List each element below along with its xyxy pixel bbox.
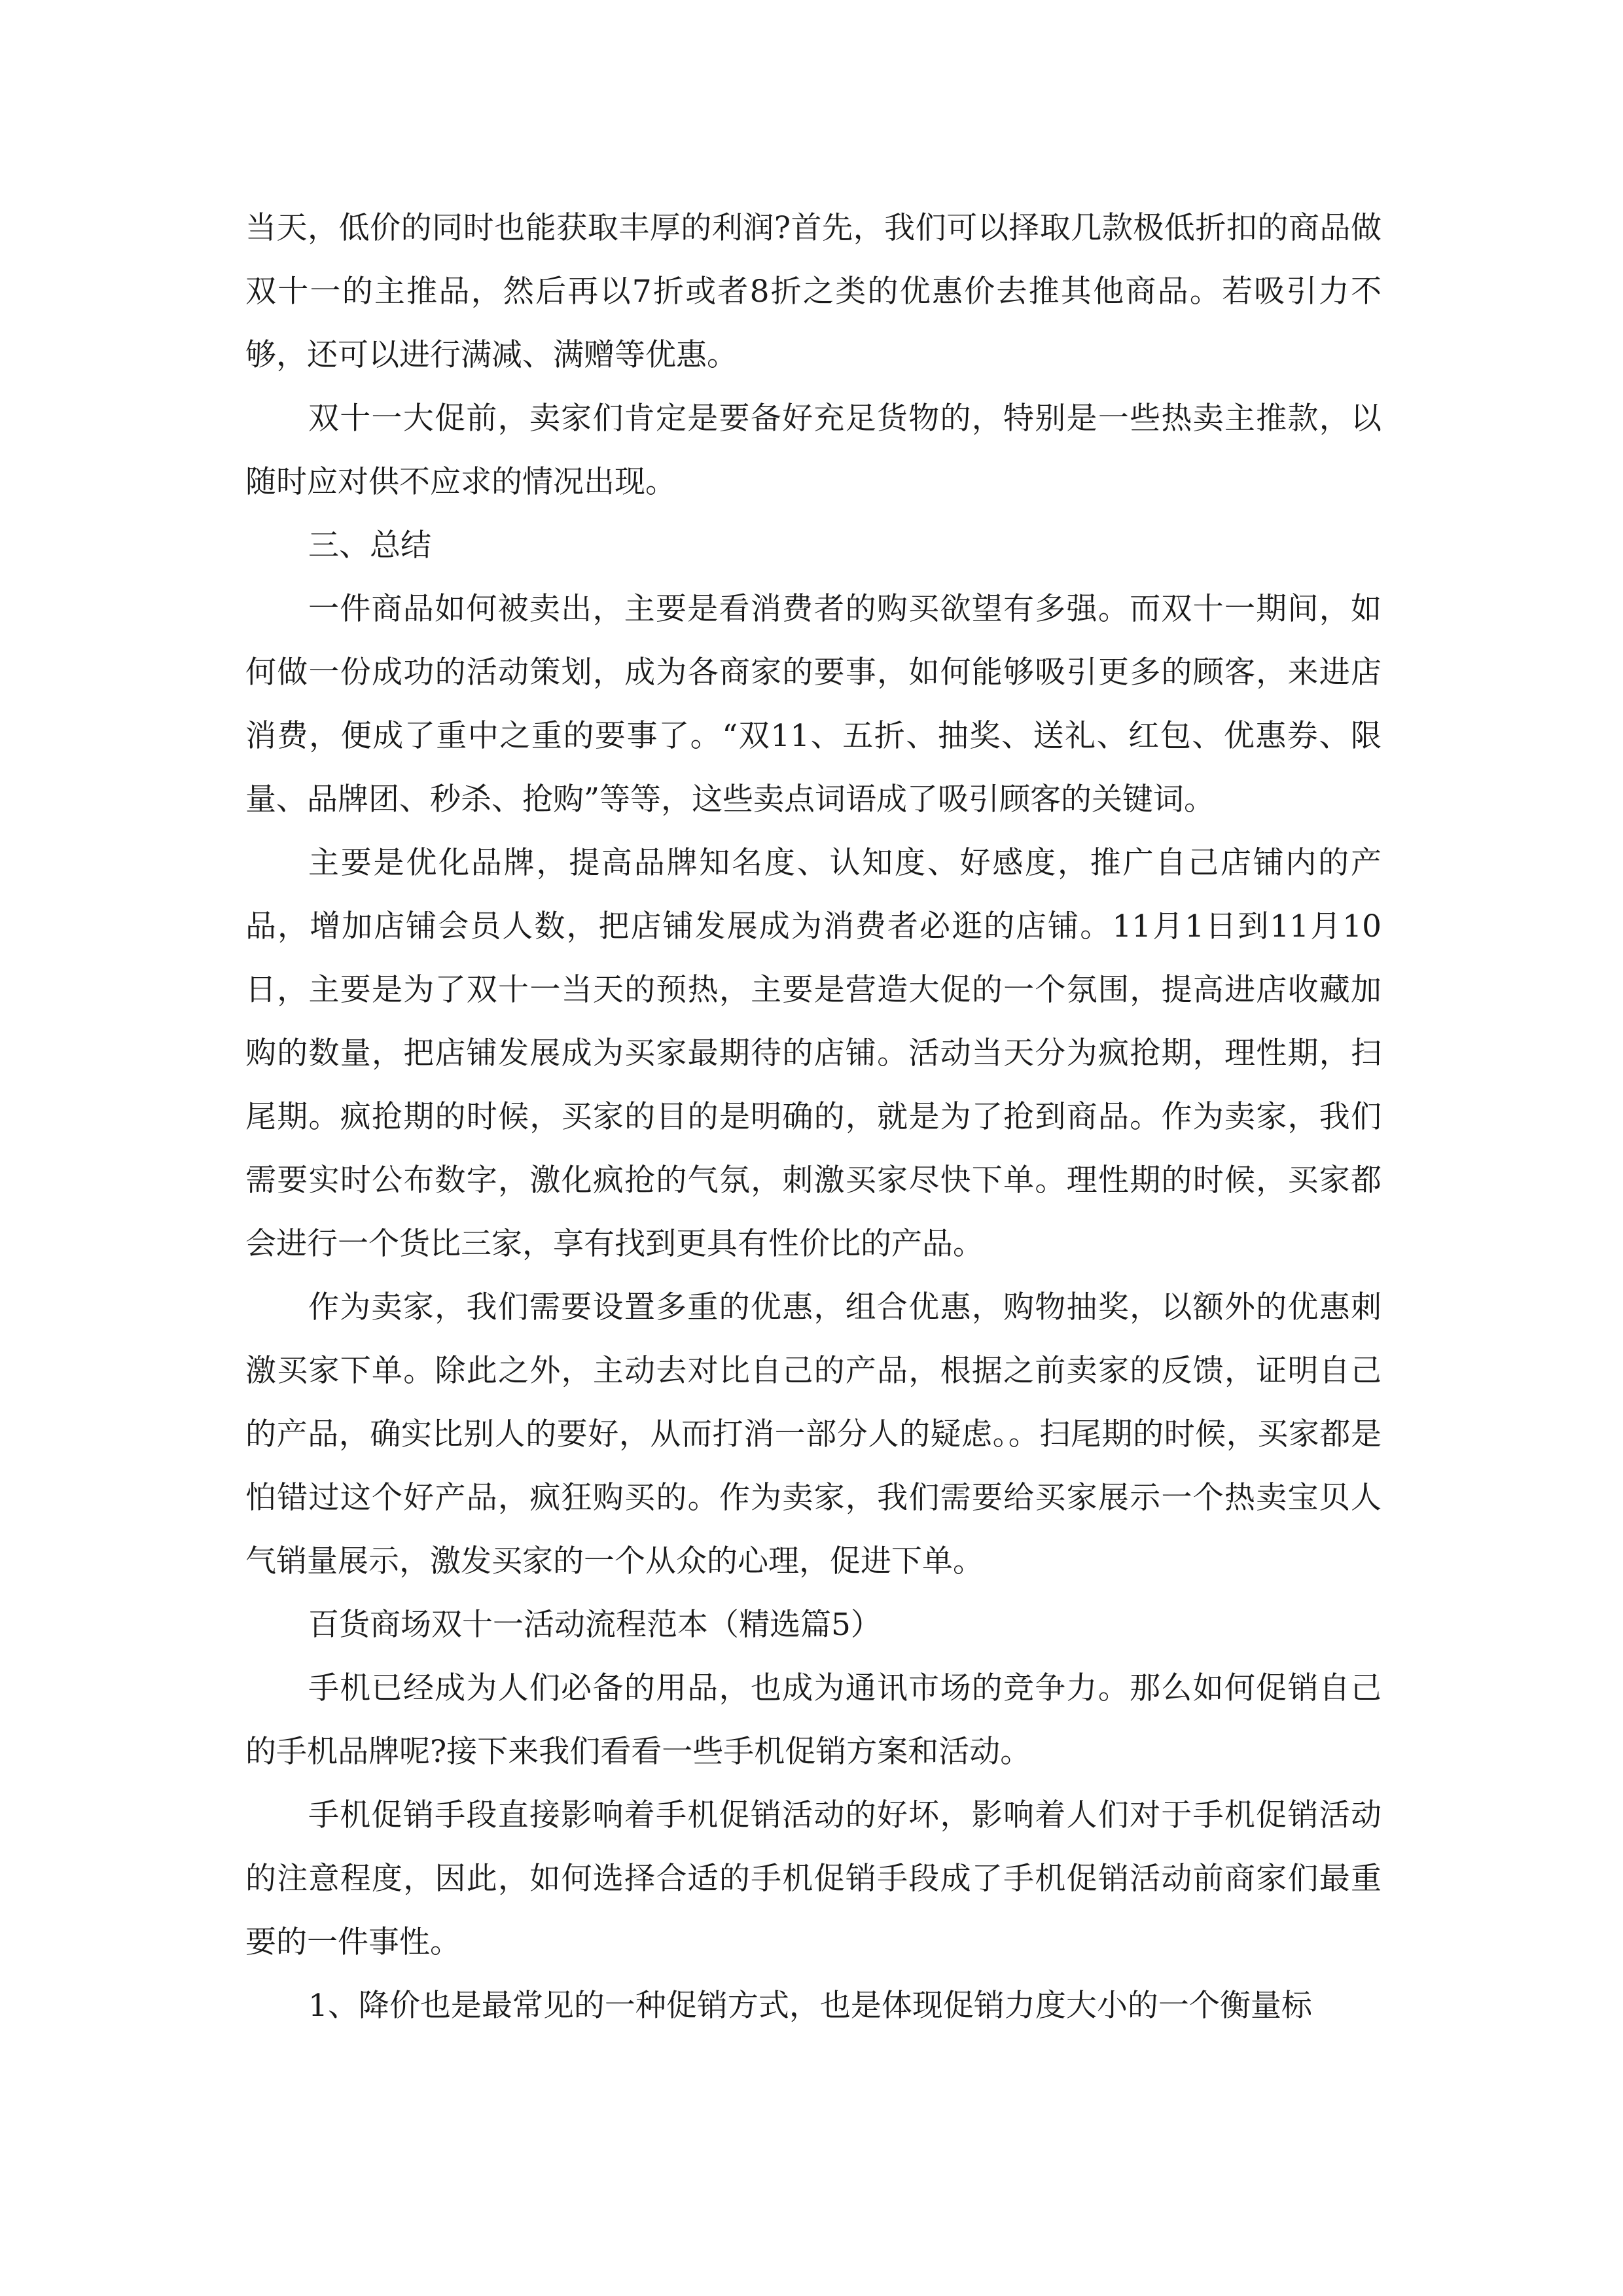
document-body	[245, 196, 1382, 2037]
paragraph-phone-intro: 手机已经成为人们必备的用品，也成为通讯市场的竞争力。那么如何促销自己的手机品牌呢?接下来我们看看一些手机促销方案和活动。	[245, 1670, 1382, 1770]
paragraph-summary-intro: 一件商品如何被卖出，主要是看消费者的购买欲望有多强。而双十一期间，如何做一份成功的活动策划，成为各商家的要事，如何能够吸引更多的顾客，来进店消费，便成了重中之重的要事了。“双11、五折、抽奖、送礼、红包、优惠券、限量、品牌团、秒杀、抢购”等等，这些卖点词语成了吸引顾客的关键词。	[245, 591, 1382, 817]
paragraph-price-reduction: 1、降价也是最常见的一种促销方式，也是体现促销力度大小的一个衡量标	[308, 1988, 1312, 2024]
paragraph-phone-promotion-means: 手机促销手段直接影响着手机促销活动的好坏，影响着人们对于手机促销活动的注意程度，因此，如何选择合适的手机促销手段成了手机促销活动前商家们最重要的一件事性。	[245, 1797, 1382, 1960]
paragraph-seller-offers: 作为卖家，我们需要设置多重的优惠，组合优惠，购物抽奖，以额外的优惠刺激买家下单。除此之外，主动去对比自己的产品，根据之前卖家的反馈，证明自己的产品，确实比别人的要好，从而打消一部分人的疑虑。。扫尾期的时候，买家都是怕错过这个好产品，疯狂购买的。作为卖家，我们需要给买家展示一个热卖宝贝人气销量展示，激发买家的一个从众的心理，促进下单。	[245, 1289, 1382, 1579]
paragraph-continuation: 当天，低价的同时也能获取丰厚的利润?首先，我们可以择取几款极低折扣的商品做双十一的主推品，然后再以7折或者8折之类的优惠价去推其他商品。若吸引力不够，还可以进行满减、满赠等优惠。	[245, 210, 1382, 373]
paragraph-brand-optimization: 主要是优化品牌，提高品牌知名度、认知度、好感度，推广自己店铺内的产品，增加店铺会员人数，把店铺发展成为消费者必逛的店铺。11月1日到11月10日，主要是为了双十一当天的预热，主要是营造大促的一个氛围，提高进店收藏加购的数量，把店铺发展成为买家最期待的店铺。活动当天分为疯抢期，理性期，扫尾期。疯抢期的时候，买家的目的是明确的，就是为了抢到商品。作为卖家，我们需要实时公布数字，激化疯抢的气氛，刺激买家尽快下单。理性期的时候，买家都会进行一个货比三家，享有找到更具有性价比的产品。	[245, 845, 1382, 1262]
paragraph-stock-preparation: 双十一大促前，卖家们肯定是要备好充足货物的，特别是一些热卖主推款，以随时应对供不应求的情况出现。	[245, 401, 1382, 500]
section-heading-template-5: 百货商场双十一活动流程范本（精选篇5）	[308, 1607, 882, 1643]
section-heading-summary: 三、总结	[308, 528, 431, 564]
